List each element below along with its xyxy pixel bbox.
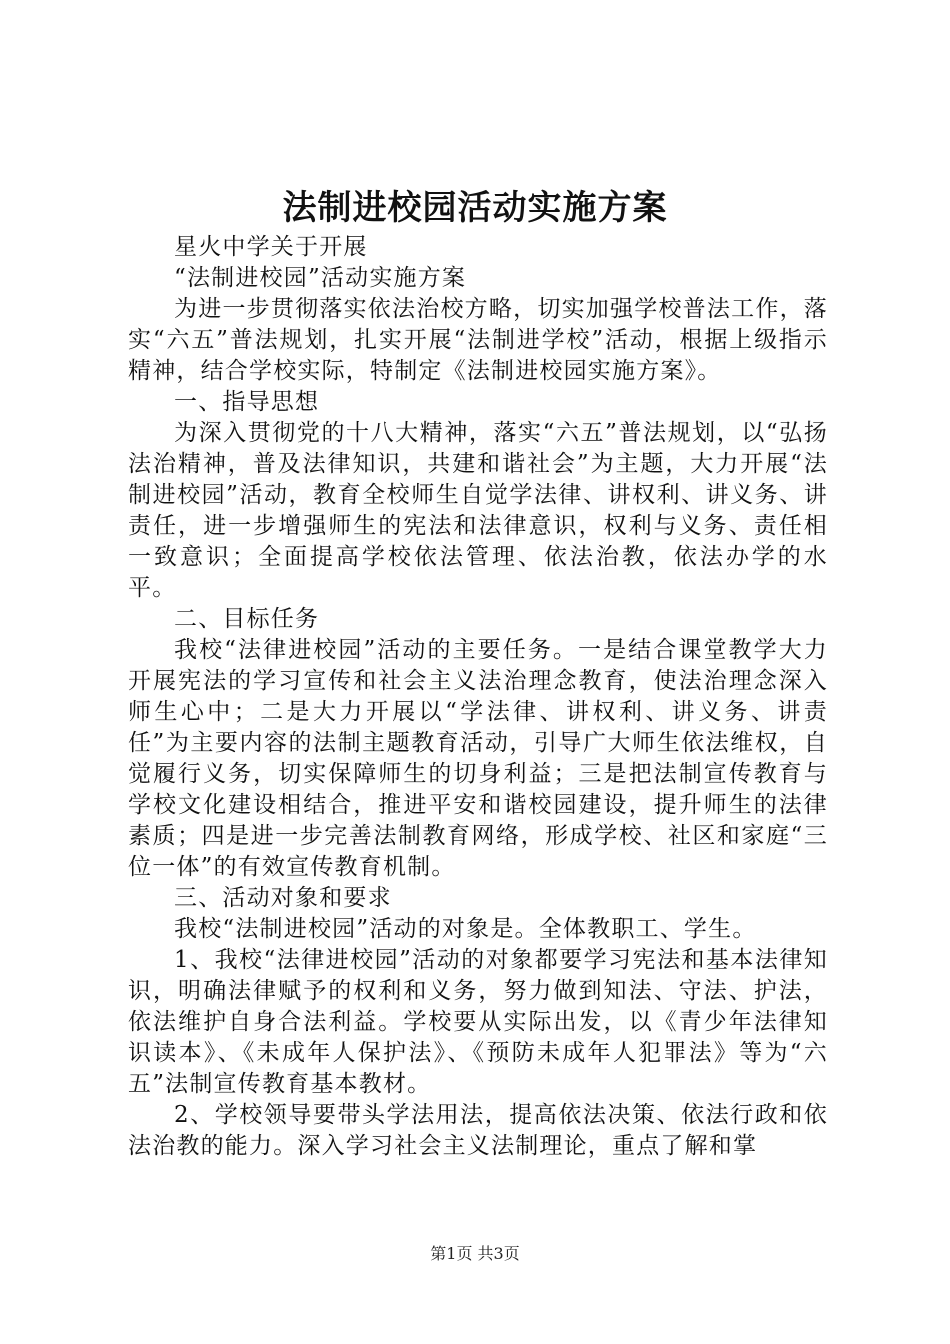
paragraph-guiding-thought: 为深入贯彻党的十八大精神，落实“六五”普法规划，以“弘扬法治精神，普及法律知识，共建和谐社会”为主题，大力开展“法制进校园”活动，教育全校师生自觉学法律、讲权利、讲义务、讲责任，进一步增强师生的宪法和法律意识，权利与义务、责任相一致意识；全面提高学校依法管理、依法治教，依法办学的水平。 — [128, 420, 828, 601]
paragraph-intro: 为进一步贯彻落实依法治校方略，切实加强学校普法工作，落实“六五”普法规划，扎实开展“法制进学校”活动，根据上级指示精神，结合学校实际，特制定《法制进校园实施方案》。 — [128, 296, 828, 384]
paragraph-targets: 我校“法制进校园”活动的对象是。全体教职工、学生。 — [174, 916, 757, 942]
paragraph-requirement-1: 1、我校“法律进校园”活动的对象都要学习宪法和基本法律知识，明确法律赋予的权利和义务，努力做到知法、守法、护法，依法维护自身合法利益。学校要从实际出发，以《青少年法律知识读本》、《未成年人保护法》、《预防未成年人犯罪法》等为“六五”法制宣传教育基本教材。 — [128, 947, 828, 1097]
paragraph-plan-name: “法制进校园”活动实施方案 — [174, 265, 467, 291]
document-body — [128, 232, 828, 1162]
page-footer: 第1页 共3页 — [430, 1244, 520, 1263]
section-heading-targets: 三、活动对象和要求 — [174, 885, 392, 911]
section-heading-guiding-thought: 一、指导思想 — [174, 389, 320, 415]
section-heading-goals: 二、目标任务 — [174, 606, 320, 632]
paragraph-goals: 我校“法律进校园”活动的主要任务。一是结合课堂教学大力开展宪法的学习宣传和社会主义法治理念教育，使法治理念深入师生心中；二是大力开展以“学法律、讲权利、讲义务、讲责任”为主要内容的法制主题教育活动，引导广大师生依法维权，自觉履行义务，切实保障师生的切身利益；三是把法制宣传教育与学校文化建设相结合，推进平安和谐校园建设，提升师生的法律素质；四是进一步完善法制教育网络，形成学校、社区和家庭“三位一体”的有效宣传教育机制。 — [128, 637, 828, 880]
paragraph-school-name: 星火中学关于开展 — [174, 234, 368, 260]
paragraph-requirement-2: 2、学校领导要带头学法用法，提高依法决策、依法行政和依法治教的能力。深入学习社会主义法制理论，重点了解和掌 — [128, 1102, 828, 1159]
document-title: 法制进校园活动实施方案 — [282, 188, 668, 228]
